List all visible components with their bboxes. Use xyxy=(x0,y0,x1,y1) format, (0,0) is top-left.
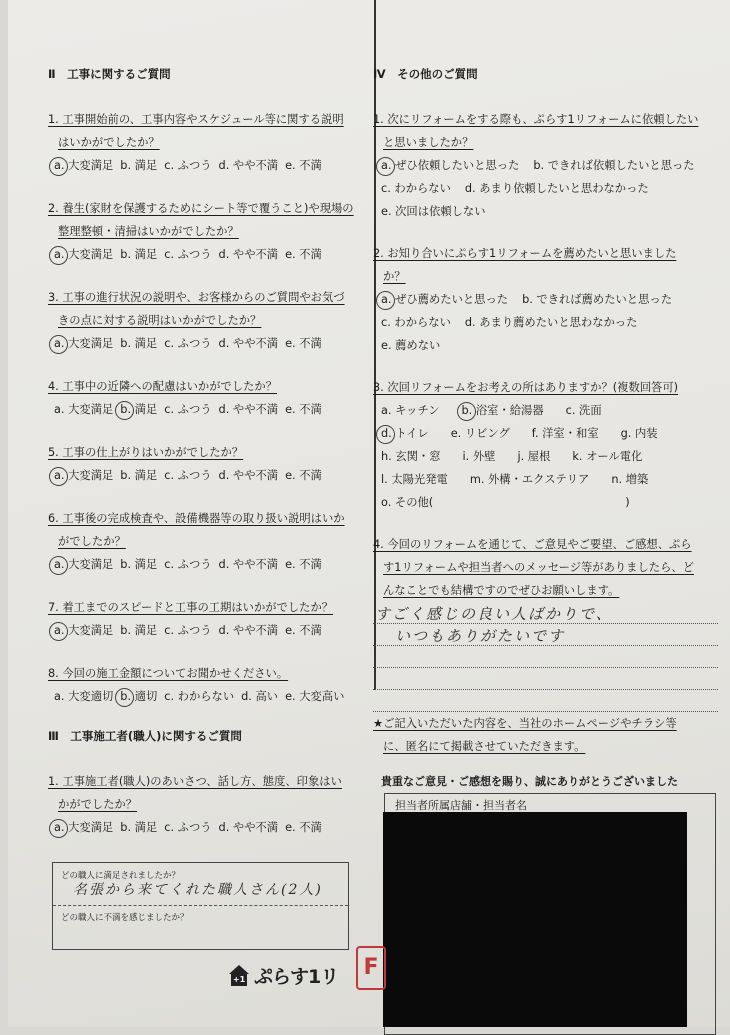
option-k[interactable]: k. オール電化 xyxy=(572,450,643,463)
option-a[interactable]: a. 大変適切 xyxy=(54,690,114,703)
message-line-1: すごく感じの良い人ばかりで、 xyxy=(375,605,613,623)
option-row xyxy=(373,177,723,200)
question-4 xyxy=(48,375,353,422)
satisfied-answer: 名張から来てくれた職人さん(2人) xyxy=(73,882,323,898)
option-a[interactable]: a. 大変満足 xyxy=(54,464,113,488)
option-b[interactable]: b. 浴室・給湯器 xyxy=(462,399,544,422)
option-a[interactable]: a. ぜひ依頼したいと思った xyxy=(381,154,519,177)
option-b[interactable]: b. できれば薦めたいと思った xyxy=(522,293,672,306)
option-b[interactable]: b. 満足 xyxy=(120,248,158,261)
company-logo xyxy=(228,962,338,989)
option-c[interactable]: c. わからない xyxy=(381,316,451,329)
message-line-2: いつもありがたいです xyxy=(395,627,566,645)
red-stamp: F xyxy=(356,946,386,990)
option-d[interactable]: d. あまり薦めたいと思わなかった xyxy=(464,316,638,329)
publication-notice xyxy=(373,712,723,758)
option-e[interactable]: e. 不満 xyxy=(285,469,322,482)
question-3 xyxy=(373,376,723,514)
option-e[interactable]: e. 不満 xyxy=(285,159,322,172)
option-c[interactable]: c. ふつう xyxy=(164,624,212,637)
option-b[interactable]: b. 満足 xyxy=(120,398,157,422)
question-5 xyxy=(48,441,353,488)
option-a[interactable]: a. 大変満足 xyxy=(54,553,113,577)
question-text: 1. 工事施工者(職人)のあいさつ、話し方、態度、印象はい xyxy=(48,775,342,788)
option-e[interactable]: e. 次回は依頼しない xyxy=(381,205,486,218)
option-d[interactable]: d. やや不満 xyxy=(218,337,279,350)
option-a[interactable]: a. 大変満足 xyxy=(54,332,113,356)
option-row xyxy=(373,154,723,177)
satisfied-label: どの職人に満足されましたか？ xyxy=(61,871,181,881)
option-row xyxy=(48,464,353,488)
option-row xyxy=(373,288,723,311)
notice-line-2: に、匿名にて掲載させていただきます。 xyxy=(383,740,586,753)
option-d[interactable]: d. やや不満 xyxy=(218,624,279,637)
option-f[interactable]: f. 洋室・和室 xyxy=(531,427,599,440)
section-4-title: Ⅳ その他のご質問 xyxy=(373,67,478,81)
option-c[interactable]: c. 洗面 xyxy=(565,404,602,417)
option-row xyxy=(48,619,353,643)
message-area xyxy=(373,602,723,712)
option-l[interactable]: l. 太陽光発電 xyxy=(381,473,448,486)
question-6 xyxy=(48,507,353,577)
option-c[interactable]: c. ふつう xyxy=(164,337,212,350)
option-d[interactable]: d. やや不満 xyxy=(218,558,279,571)
option-e[interactable]: e. 不満 xyxy=(285,248,322,261)
option-d[interactable]: d. あまり依頼したいと思わなかった xyxy=(464,182,649,195)
right-column xyxy=(373,66,723,758)
question-text: す1リフォームや担当者へのメッセージ等がありましたら、ど xyxy=(383,561,694,574)
option-a[interactable]: a. ぜひ薦めたいと思った xyxy=(381,288,508,311)
option-row xyxy=(48,154,353,178)
option-b[interactable]: b. 満足 xyxy=(120,469,158,482)
option-g[interactable]: g. 内装 xyxy=(620,427,658,440)
option-j[interactable]: j. 屋根 xyxy=(517,450,551,463)
option-e[interactable]: e. 大変高い xyxy=(285,690,345,703)
option-row xyxy=(48,398,353,422)
option-n[interactable]: n. 増築 xyxy=(611,473,649,486)
option-i[interactable]: i. 外壁 xyxy=(462,450,496,463)
question-8 xyxy=(48,662,353,709)
option-a[interactable]: a. 大変満足 xyxy=(54,619,113,643)
question-4 xyxy=(373,533,723,602)
option-row xyxy=(48,243,353,267)
question-text: 3. 次回リフォームをお考えの所はありますか？(複数回答可) xyxy=(373,381,679,394)
option-b[interactable]: b. 満足 xyxy=(120,624,158,637)
option-d[interactable]: d. 高い xyxy=(241,690,279,703)
redaction-block xyxy=(383,812,687,1027)
option-row xyxy=(373,311,723,334)
option-a[interactable]: a. 大変満足 xyxy=(54,154,113,178)
option-a[interactable]: a. 大変満足 xyxy=(54,816,113,840)
question-text: はいかがでしたか？ xyxy=(58,136,160,149)
option-c[interactable]: c. ふつう xyxy=(164,821,212,834)
option-c[interactable]: c. ふつう xyxy=(164,558,212,571)
question-text: と思いましたか？ xyxy=(383,136,474,149)
section-2-questions xyxy=(48,108,353,709)
left-column xyxy=(48,66,353,859)
option-row xyxy=(373,422,723,445)
option-e[interactable]: e. 不満 xyxy=(285,821,322,834)
option-a[interactable]: a. 大変満足 xyxy=(54,243,113,267)
option-b[interactable]: b. 満足 xyxy=(120,337,158,350)
dissatisfied-label: どの職人に不満を感じましたか？ xyxy=(61,913,189,923)
option-row xyxy=(373,491,723,514)
option-e[interactable]: e. 不満 xyxy=(285,403,322,416)
question-text: 6. 工事後の完成検査や、設備機器等の取り扱い説明はいか xyxy=(48,512,345,525)
section-2-title: Ⅱ 工事に関するご質問 xyxy=(48,67,171,81)
question-1 xyxy=(48,108,353,178)
staff-label: 担当者所属店舗・担当者名 xyxy=(395,799,527,812)
question-text: 2. お知り合いにぷらす1リフォームを薦めたいと思いました xyxy=(373,247,677,260)
question-text: か？ xyxy=(383,270,406,283)
option-d[interactable]: d. やや不満 xyxy=(218,159,279,172)
question-text: 5. 工事の仕上がりはいかがでしたか？ xyxy=(48,446,244,459)
option-row xyxy=(373,334,723,357)
option-a[interactable]: a. キッチン xyxy=(381,404,440,417)
option-c[interactable]: c. わからない xyxy=(164,690,235,703)
option-d[interactable]: d. やや不満 xyxy=(218,403,279,416)
option-e[interactable]: e. 不満 xyxy=(285,624,322,637)
box-divider xyxy=(53,905,348,906)
option-d[interactable]: d. やや不満 xyxy=(218,248,279,261)
option-b[interactable]: b. 満足 xyxy=(120,159,158,172)
question-text: 4. 工事中の近隣への配慮はいかがでしたか？ xyxy=(48,380,278,393)
question-text: がでしたか？ xyxy=(58,535,126,548)
thanks-text: 貴重なご意見・ご感想を賜り、誠にありがとうございました xyxy=(381,775,678,788)
section-3-questions xyxy=(48,770,353,840)
question-1 xyxy=(373,108,723,223)
option-c[interactable]: c. ふつう xyxy=(164,403,212,416)
question-text: 2. 養生(家財を保護するためにシート等で覆うこと)や現場の xyxy=(48,202,354,215)
logo-text: ぷらす1リ xyxy=(254,966,339,988)
option-b[interactable]: b. 満足 xyxy=(120,558,158,571)
option-row xyxy=(48,553,353,577)
section-4-questions xyxy=(373,108,723,602)
question-text: 1. 次にリフォームをする際も、ぷらす1リフォームに依頼したい xyxy=(373,113,699,126)
option-o[interactable]: o. その他( ) xyxy=(381,496,630,509)
question-text: 8. 今回の施工金額についてお聞かせください。 xyxy=(48,667,289,680)
option-c[interactable]: c. ふつう xyxy=(164,248,212,261)
question-1 xyxy=(48,770,353,840)
option-d[interactable]: d. トイレ xyxy=(381,422,429,445)
option-row xyxy=(373,399,723,422)
question-text: 整理整頓・清掃はいかがでしたか？ xyxy=(58,225,239,238)
question-text: んなことでも結構ですのでぜひお願いします。 xyxy=(383,584,620,597)
option-e[interactable]: e. 不満 xyxy=(285,558,322,571)
question-text: 3. 工事の進行状況の説明や、お客様からのご質問やお気づ xyxy=(48,291,345,304)
option-row xyxy=(373,445,723,468)
option-e[interactable]: e. 薦めない xyxy=(381,339,441,352)
option-row xyxy=(373,468,723,491)
notice-line-1: ★ご記入いただいた内容を、当社のホームページやチラシ等 xyxy=(373,717,677,730)
option-row xyxy=(48,332,353,356)
option-c[interactable]: c. わからない xyxy=(381,182,451,195)
option-d[interactable]: d. やや不満 xyxy=(218,821,279,834)
option-b[interactable]: b. 満足 xyxy=(120,821,158,834)
house-icon xyxy=(228,965,250,987)
question-text: 7. 着工までのスピードと工事の工期はいかがでしたか？ xyxy=(48,601,334,614)
option-b[interactable]: b. 適切 xyxy=(120,685,157,709)
question-text: 4. 今回のリフォームを通じて、ご意見やご要望、ご感想、ぷら xyxy=(373,538,692,551)
option-h[interactable]: h. 玄関・窓 xyxy=(381,450,441,463)
question-text: 1. 工事開始前の、工事内容やスケジュール等に関する説明 xyxy=(48,113,344,126)
option-m[interactable]: m. 外構・エクステリア xyxy=(469,473,590,486)
question-7 xyxy=(48,596,353,643)
question-3 xyxy=(48,286,353,356)
craftsman-comment-box xyxy=(52,862,349,950)
option-b[interactable]: b. できれば依頼したいと思った xyxy=(533,159,695,172)
option-row xyxy=(373,200,723,223)
option-c[interactable]: c. ふつう xyxy=(164,469,212,482)
option-row xyxy=(48,685,353,709)
question-2 xyxy=(48,197,353,267)
option-c[interactable]: c. ふつう xyxy=(164,159,212,172)
option-a[interactable]: a. 大変満足 xyxy=(54,403,114,416)
section-3-title: Ⅲ 工事施工者(職人)に関するご質問 xyxy=(48,729,242,743)
question-2 xyxy=(373,242,723,357)
question-text: きの点に対する説明はいかがでしたか？ xyxy=(58,314,262,327)
option-row xyxy=(48,816,353,840)
option-d[interactable]: d. やや不満 xyxy=(218,469,279,482)
option-e[interactable]: e. 不満 xyxy=(285,337,322,350)
option-e[interactable]: e. リビング xyxy=(450,427,510,440)
question-text: かがでしたか？ xyxy=(58,798,138,811)
